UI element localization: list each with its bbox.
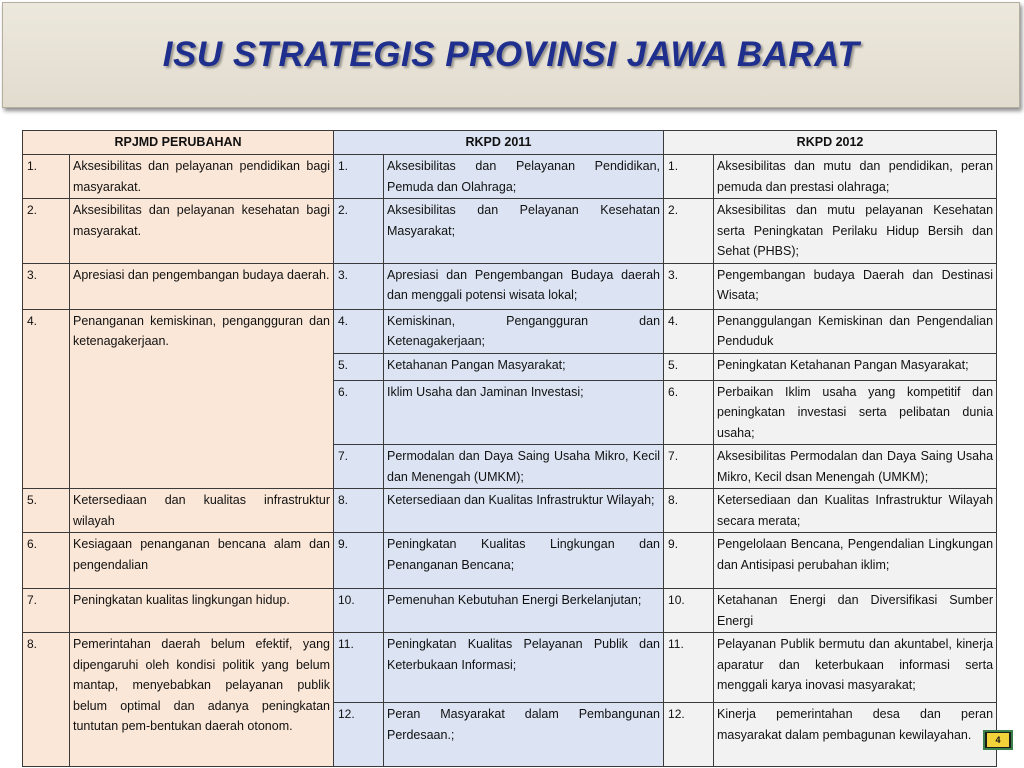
rkpd2012-number: 2. <box>664 199 714 264</box>
rkpd2011-text: Aksesibilitas dan Pelayanan Pendidikan, Pemuda dan Olahraga; <box>384 155 664 199</box>
rpjmd-number: 7. <box>23 589 70 633</box>
rkpd2012-number: 8. <box>664 489 714 533</box>
rkpd2011-text: Pemenuhan Kebutuhan Energi Berkelanjutan; <box>384 589 664 633</box>
rkpd2011-text: Peningkatan Kualitas Pelayanan Publik dan Keterbukaan Informasi; <box>384 633 664 703</box>
rkpd2012-text: Aksesibilitas dan mutu pelayanan Kesehatan serta Peningkatan Perilaku Hidup Bersih dan Sehat (PHBS); <box>714 199 997 264</box>
rkpd2011-number: 1. <box>334 155 384 199</box>
rkpd2011-number: 3. <box>334 263 384 309</box>
rpjmd-number: 1. <box>23 155 70 199</box>
header-rpjmd: RPJMD PERUBAHAN <box>23 131 334 155</box>
rkpd2012-text: Peningkatan Ketahanan Pangan Masyarakat; <box>714 353 997 380</box>
rpjmd-text: Aksesibilitas dan pelayanan pendidikan bagi masyarakat. <box>70 155 334 199</box>
rpjmd-text: Pemerintahan daerah belum efektif, yang dipengaruhi oleh kondisi politik yang belum mantap, menyebabkan pelayanan publik belum optimal dan adanya peningkatan tuntutan pem-bentukan daerah otonom. <box>70 633 334 767</box>
rkpd2012-text: Perbaikan Iklim usaha yang kompetitif dan peningkatan investasi serta pelibatan dunia usaha; <box>714 380 997 445</box>
rkpd2012-number: 4. <box>664 309 714 353</box>
rkpd2011-number: 11. <box>334 633 384 703</box>
strategic-issues-table-wrap <box>22 130 996 767</box>
rkpd2011-text: Permodalan dan Daya Saing Usaha Mikro, Kecil dan Menengah (UMKM); <box>384 445 664 489</box>
rkpd2011-number: 2. <box>334 199 384 264</box>
rpjmd-text: Penanganan kemiskinan, pengangguran dan ketenagakerjaan. <box>70 309 334 489</box>
rkpd2011-number: 4. <box>334 309 384 353</box>
header-rkpd-2012: RKPD 2012 <box>664 131 997 155</box>
table-row <box>23 489 997 533</box>
rkpd2012-number: 7. <box>664 445 714 489</box>
rpjmd-number: 6. <box>23 533 70 589</box>
title-bar <box>2 2 1020 108</box>
rpjmd-text: Peningkatan kualitas lingkungan hidup. <box>70 589 334 633</box>
rkpd2011-number: 9. <box>334 533 384 589</box>
rpjmd-text: Aksesibilitas dan pelayanan kesehatan bagi masyarakat. <box>70 199 334 264</box>
rkpd2012-text: Pelayanan Publik bermutu dan akuntabel, kinerja aparatur dan keterbukaan informasi serta menggali karya inovasi masyarakat; <box>714 633 997 703</box>
rkpd2012-text: Pengelolaan Bencana, Pengendalian Lingkungan dan Antisipasi perubahan iklim; <box>714 533 997 589</box>
rkpd2012-text: Ketahanan Energi dan Diversifikasi Sumber Energi <box>714 589 997 633</box>
rkpd2012-number: 12. <box>664 703 714 767</box>
rkpd2012-number: 11. <box>664 633 714 703</box>
rpjmd-number: 5. <box>23 489 70 533</box>
rkpd2011-text: Iklim Usaha dan Jaminan Investasi; <box>384 380 664 445</box>
page-number: 4 <box>987 733 1009 747</box>
rkpd2011-text: Aksesibilitas dan Pelayanan Kesehatan Masyarakat; <box>384 199 664 264</box>
rkpd2012-number: 5. <box>664 353 714 380</box>
rkpd2012-text: Kinerja pemerintahan desa dan peran masyarakat dalam pembagunan kewilayahan. <box>714 703 997 767</box>
table-header-row <box>23 131 997 155</box>
strategic-issues-table <box>22 130 997 767</box>
table-row <box>23 263 997 309</box>
rkpd2011-text: Kemiskinan, Pengangguran dan Ketenagakerjaan; <box>384 309 664 353</box>
rkpd2011-number: 8. <box>334 489 384 533</box>
table-row <box>23 589 997 633</box>
rkpd2011-text: Peran Masyarakat dalam Pembangunan Perdesaan.; <box>384 703 664 767</box>
rpjmd-text: Apresiasi dan pengembangan budaya daerah. <box>70 263 334 309</box>
page-title: ISU STRATEGIS PROVINSI JAWA BARAT <box>162 35 860 74</box>
rpjmd-number: 8. <box>23 633 70 767</box>
rkpd2012-text: Aksesibilitas dan mutu dan pendidikan, peran pemuda dan prestasi olahraga; <box>714 155 997 199</box>
rkpd2011-text: Peningkatan Kualitas Lingkungan dan Penanganan Bencana; <box>384 533 664 589</box>
rkpd2012-number: 9. <box>664 533 714 589</box>
table-row <box>23 533 997 589</box>
rkpd2012-number: 10. <box>664 589 714 633</box>
rkpd2011-text: Ketahanan Pangan Masyarakat; <box>384 353 664 380</box>
rkpd2011-number: 7. <box>334 445 384 489</box>
rkpd2012-number: 1. <box>664 155 714 199</box>
rpjmd-number: 2. <box>23 199 70 264</box>
rkpd2011-text: Apresiasi dan Pengembangan Budaya daerah dan menggali potensi wisata lokal; <box>384 263 664 309</box>
rkpd2012-number: 3. <box>664 263 714 309</box>
rpjmd-text: Kesiagaan penanganan bencana alam dan pengendalian <box>70 533 334 589</box>
rpjmd-number: 4. <box>23 309 70 489</box>
table-row <box>23 309 997 353</box>
rkpd2012-number: 6. <box>664 380 714 445</box>
rkpd2012-text: Aksesibilitas Permodalan dan Daya Saing Usaha Mikro, Kecil dsan Menengah (UMKM); <box>714 445 997 489</box>
page-number-badge <box>983 730 1013 750</box>
rkpd2011-number: 12. <box>334 703 384 767</box>
rkpd2012-text: Ketersediaan dan Kualitas Infrastruktur Wilayah secara merata; <box>714 489 997 533</box>
rpjmd-number: 3. <box>23 263 70 309</box>
table-row <box>23 199 997 264</box>
table-row <box>23 633 997 703</box>
rkpd2011-number: 5. <box>334 353 384 380</box>
rkpd2011-number: 6. <box>334 380 384 445</box>
rpjmd-text: Ketersediaan dan kualitas infrastruktur wilayah <box>70 489 334 533</box>
header-rkpd-2011: RKPD 2011 <box>334 131 664 155</box>
rkpd2011-text: Ketersediaan dan Kualitas Infrastruktur Wilayah; <box>384 489 664 533</box>
rkpd2012-text: Pengembangan budaya Daerah dan Destinasi Wisata; <box>714 263 997 309</box>
table-row <box>23 155 997 199</box>
rkpd2012-text: Penanggulangan Kemiskinan dan Pengendalian Penduduk <box>714 309 997 353</box>
rkpd2011-number: 10. <box>334 589 384 633</box>
